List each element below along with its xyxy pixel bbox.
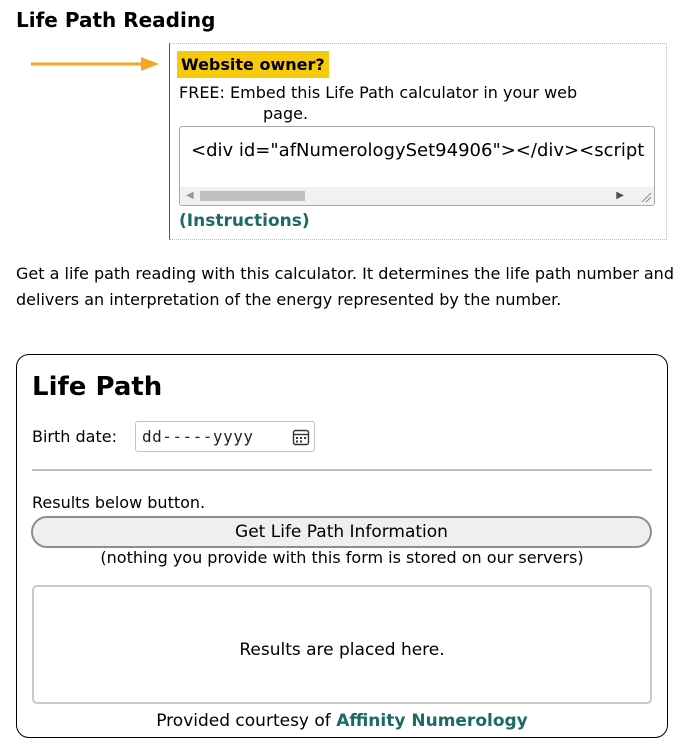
- scrollbar-thumb[interactable]: [200, 191, 305, 201]
- resize-grip-icon[interactable]: [640, 191, 652, 203]
- affinity-numerology-link[interactable]: Affinity Numerology: [336, 711, 528, 731]
- intro-paragraph: Get a life path reading with this calculator. It determines the life path number and delivers an interpretation of the energy represented by the number.: [16, 264, 674, 309]
- instructions-link[interactable]: (Instructions): [179, 211, 310, 231]
- courtesy-prefix: Provided courtesy of: [156, 711, 331, 731]
- website-owner-badge: Website owner?: [177, 51, 329, 78]
- privacy-note: (nothing you provide with this form is stored on our servers): [100, 548, 584, 567]
- embed-description-line-1: FREE: Embed this Life Path calculator in your web: [179, 83, 578, 102]
- scroll-right-icon[interactable]: ▶: [616, 190, 624, 201]
- birth-date-label: Birth date:: [32, 427, 117, 446]
- page-title: Life Path Reading: [16, 8, 216, 32]
- embed-description-line-2: page.: [263, 104, 309, 123]
- scroll-left-icon[interactable]: ◀: [186, 190, 194, 201]
- get-life-path-button[interactable]: Get Life Path Information: [31, 516, 652, 548]
- courtesy-line: [16, 710, 668, 732]
- embed-code-text[interactable]: <div id="afNumerologySet94906"></div><script: [191, 140, 645, 161]
- results-area: [32, 585, 652, 704]
- birth-date-input[interactable]: [135, 421, 315, 452]
- divider: [32, 469, 652, 471]
- horizontal-scrollbar[interactable]: [180, 187, 654, 205]
- calendar-icon[interactable]: [292, 428, 310, 446]
- embed-code-textarea[interactable]: [179, 126, 655, 206]
- embed-description: [179, 82, 649, 124]
- results-placeholder: Results are placed here.: [239, 640, 445, 660]
- calculator-title: Life Path: [32, 372, 163, 402]
- arrow-right-icon: [31, 55, 161, 73]
- results-note: Results below button.: [32, 493, 206, 512]
- birth-date-placeholder[interactable]: dd-----yyyy: [142, 427, 254, 446]
